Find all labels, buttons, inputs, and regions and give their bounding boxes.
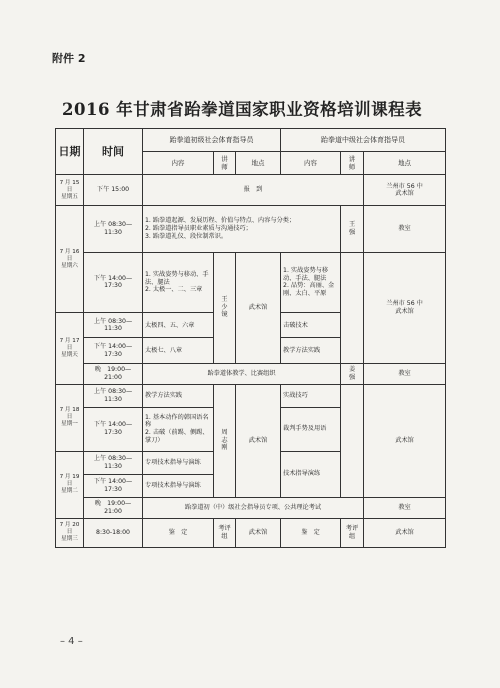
content-cell: 裁判手势及用语 — [281, 407, 341, 451]
content-cell: 跆拳道初（中）级社会指导员专项、公共理论考试 — [143, 497, 364, 518]
schedule-table — [55, 128, 446, 548]
content-cell: 击破技术 — [281, 313, 341, 338]
header-junior: 跆拳道初级社会体育指导员 — [143, 129, 281, 152]
location-cell: 兰州市 56 中 武术馆 — [364, 252, 446, 363]
location-cell: 武术馆 — [364, 384, 446, 497]
location-cell: 武术馆 — [364, 518, 446, 547]
header-jr-location: 地点 — [236, 152, 281, 175]
content-cell: 太极七、八章 — [143, 338, 214, 363]
content-cell: 教学方法实践 — [281, 338, 341, 363]
content-cell: 1. 实战姿势与移动、手法、腿法 2. 品势：高丽、金刚、太白、平原 — [281, 252, 341, 313]
header-mid-teacher: 讲 师 — [341, 152, 364, 175]
teacher-cell — [341, 384, 364, 497]
teacher-cell: 王 强 — [341, 206, 364, 252]
location-cell: 教室 — [364, 206, 446, 252]
header-mid-content: 内容 — [281, 152, 341, 175]
time-cell: 上午 08:30— 11:30 — [84, 384, 143, 407]
content-cell: 实战技巧 — [281, 384, 341, 407]
content-cell: 1. 基本动作的韩国语名称 2. 击破（前踢、侧踢、掌刀） — [143, 407, 214, 451]
date-cell: 7 月 18 日 星期一 — [56, 384, 84, 451]
location-cell: 教室 — [364, 497, 446, 518]
time-cell: 下午 14:00— 17:30 — [84, 407, 143, 451]
header-date: 日期 — [56, 129, 84, 175]
header-intermediate: 跆拳道中级社会体育指导员 — [281, 129, 446, 152]
time-cell: 晚 19:00— 21:00 — [84, 497, 143, 518]
time-cell: 下午 14:00— 17:30 — [84, 252, 143, 313]
content-cell: 鉴 定 — [281, 518, 341, 547]
content-cell: 1. 实战姿势与移动、手法、腿法 2. 太极一、二、三章 — [143, 252, 214, 313]
date-cell: 7 月 20 日 星期三 — [56, 518, 84, 547]
content-cell: 专项技术指导与演练 — [143, 474, 214, 497]
content-cell: 教学方法实践 — [143, 384, 214, 407]
location-cell: 武术馆 — [236, 384, 281, 497]
content-cell: 跆拳道体教学、比赛组织 — [143, 363, 341, 384]
time-cell: 晚 19:00— 21:00 — [84, 363, 143, 384]
teacher-cell — [341, 252, 364, 363]
content-cell: 技术指导演练 — [281, 451, 341, 497]
content-cell: 专项技术指导与演练 — [143, 451, 214, 474]
page-title: 2016 年甘肃省跆拳道国家职业资格培训课程表 — [62, 100, 423, 119]
time-cell: 上午 08:30— 11:30 — [84, 451, 143, 474]
date-cell: 7 月 17 日 星期天 — [56, 313, 84, 384]
attachment-label: 附件 2 — [52, 52, 86, 65]
teacher-cell: 王 少 镜 — [214, 252, 236, 363]
time-cell: 8:30-18:00 — [84, 518, 143, 547]
time-cell: 下午 14:00— 17:30 — [84, 338, 143, 363]
page-number: – 4 – — [60, 636, 83, 647]
location-cell: 武术馆 — [236, 518, 281, 547]
location-cell: 教室 — [364, 363, 446, 384]
time-cell: 下午 15:00 — [84, 175, 143, 206]
content-cell: 太极四、五、六章 — [143, 313, 214, 338]
date-cell: 7 月 19 日 星期二 — [56, 451, 84, 518]
teacher-cell: 周 志 刚 — [214, 384, 236, 497]
header-mid-location: 地点 — [364, 152, 446, 175]
teacher-cell: 姜 强 — [341, 363, 364, 384]
time-cell: 下午 14:00— 17:30 — [84, 474, 143, 497]
content-cell: 报 到 — [143, 175, 364, 206]
location-cell: 武术馆 — [236, 252, 281, 363]
header-jr-teacher: 讲 师 — [214, 152, 236, 175]
date-cell: 7 月 15 日 星期五 — [56, 175, 84, 206]
content-cell: 1. 跆拳道起源、发展历程、价值与特点、内容与分类； 2. 跆拳道指导员职业素质与沟通技巧； 3. 跆拳道礼仪、段位制常识。 — [143, 206, 341, 252]
teacher-cell: 考评 组 — [341, 518, 364, 547]
date-cell: 7 月 16 日 星期六 — [56, 206, 84, 313]
location-cell: 兰州市 56 中 武术馆 — [364, 175, 446, 206]
teacher-cell: 考评 组 — [214, 518, 236, 547]
content-cell: 鉴 定 — [143, 518, 214, 547]
time-cell: 上午 08:30— 11:30 — [84, 206, 143, 252]
header-time: 时间 — [84, 129, 143, 175]
header-jr-content: 内容 — [143, 152, 214, 175]
time-cell: 上午 08:30— 11:30 — [84, 313, 143, 338]
